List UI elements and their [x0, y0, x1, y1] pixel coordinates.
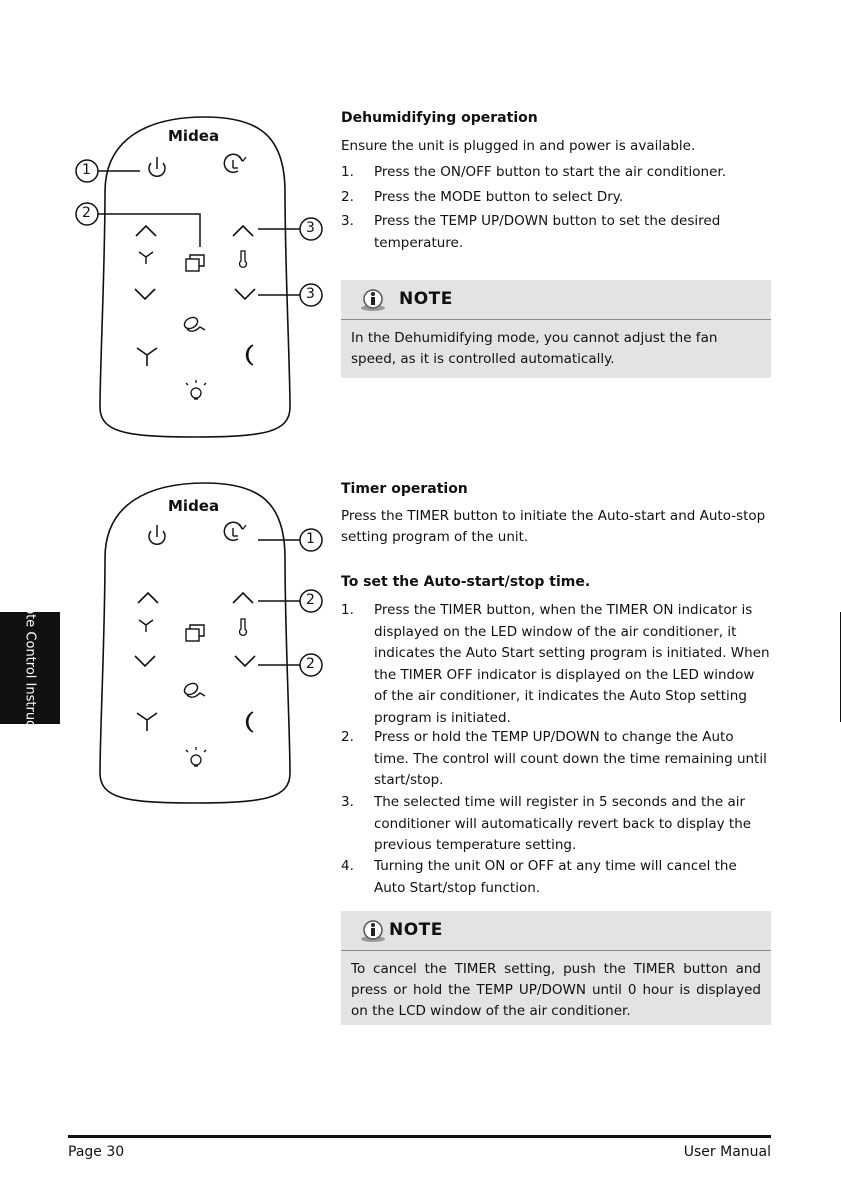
- note-header: [341, 280, 771, 320]
- step-number: 3.: [341, 213, 354, 229]
- section-title-timer: Timer operation: [341, 481, 468, 497]
- step-number: 3.: [341, 794, 354, 810]
- note-label: NOTE: [389, 920, 443, 940]
- timer-step: [341, 727, 771, 792]
- remote-brand: Midea: [168, 127, 220, 145]
- step-number: 2.: [341, 189, 354, 205]
- timer-step: [341, 792, 771, 857]
- timer-step: [341, 600, 771, 729]
- step-text: Press the ON/OFF button to start the air conditioner.: [374, 164, 727, 180]
- footer-rule: [68, 1135, 771, 1138]
- callout-number: 1: [306, 531, 315, 547]
- timer-intro: Press the TIMER button to initiate the Auto-start and Auto-stop setting program of the unit.: [341, 508, 766, 545]
- section-title-dehumidifying: Dehumidifying operation: [341, 110, 538, 126]
- note-header: [341, 911, 771, 951]
- section-subtitle-timer: To set the Auto-start/stop time.: [341, 574, 591, 590]
- note-box: [341, 911, 771, 1025]
- step-text: Press or hold the TEMP UP/DOWN to change the Auto time. The control will count down the time remaining until start/stop.: [374, 729, 767, 788]
- dehumidifying-step: [341, 187, 771, 209]
- footer-page-number: Page 30: [68, 1144, 125, 1160]
- remote-bottom: [100, 483, 290, 803]
- callout-number: 1: [82, 162, 91, 178]
- side-tab-label: Remote Control Instructions: [22, 577, 38, 759]
- step-text: Press the TIMER button, when the TIMER ON indicator is displayed on the LED window of the air conditioner, it indicates the Auto Start setting program is initiated. When the TIMER OFF indicator is displayed on the LED window of the air conditioner, it indicates the Auto Stop setting program is initiated.: [374, 602, 770, 726]
- dehumidifying-step: [341, 211, 771, 254]
- step-number: 4.: [341, 858, 354, 874]
- note-text: In the Dehumidifying mode, you cannot adjust the fan speed, as it is controlled automatically.: [351, 330, 718, 367]
- remote-brand: Midea: [168, 497, 220, 515]
- dehumidifying-step: [341, 162, 771, 184]
- remote-top: [100, 117, 290, 437]
- step-text: The selected time will register in 5 seconds and the air conditioner will automatically revert back to display the previous temperature setting.: [374, 794, 752, 853]
- callout-number: 2: [82, 205, 91, 221]
- callout-number: 2: [306, 656, 315, 672]
- timer-step: [341, 856, 771, 899]
- footer-title: User Manual: [683, 1144, 771, 1160]
- note-box: [341, 280, 771, 378]
- step-text: Press the MODE button to select Dry.: [374, 189, 624, 205]
- callout-number: 3: [306, 286, 315, 302]
- callout-number: 3: [306, 220, 315, 236]
- step-number: 1.: [341, 164, 354, 180]
- step-text: Turning the unit ON or OFF at any time will cancel the Auto Start/stop function.: [374, 858, 737, 896]
- info-icon: [360, 288, 386, 312]
- step-number: 2.: [341, 729, 354, 745]
- callout-number: 2: [306, 592, 315, 608]
- side-tab: [0, 577, 60, 759]
- dehumidifying-intro: Ensure the unit is plugged in and power is available.: [341, 138, 696, 154]
- step-text: Press the TEMP UP/DOWN button to set the desired temperature.: [374, 213, 721, 251]
- info-icon: [360, 919, 386, 943]
- note-text: To cancel the TIMER setting, push the TIMER button and press or hold the TEMP UP/DOWN until 0 hour is displayed on the LCD window of the air conditioner.: [351, 961, 761, 1019]
- step-number: 1.: [341, 602, 354, 618]
- note-label: NOTE: [399, 289, 453, 309]
